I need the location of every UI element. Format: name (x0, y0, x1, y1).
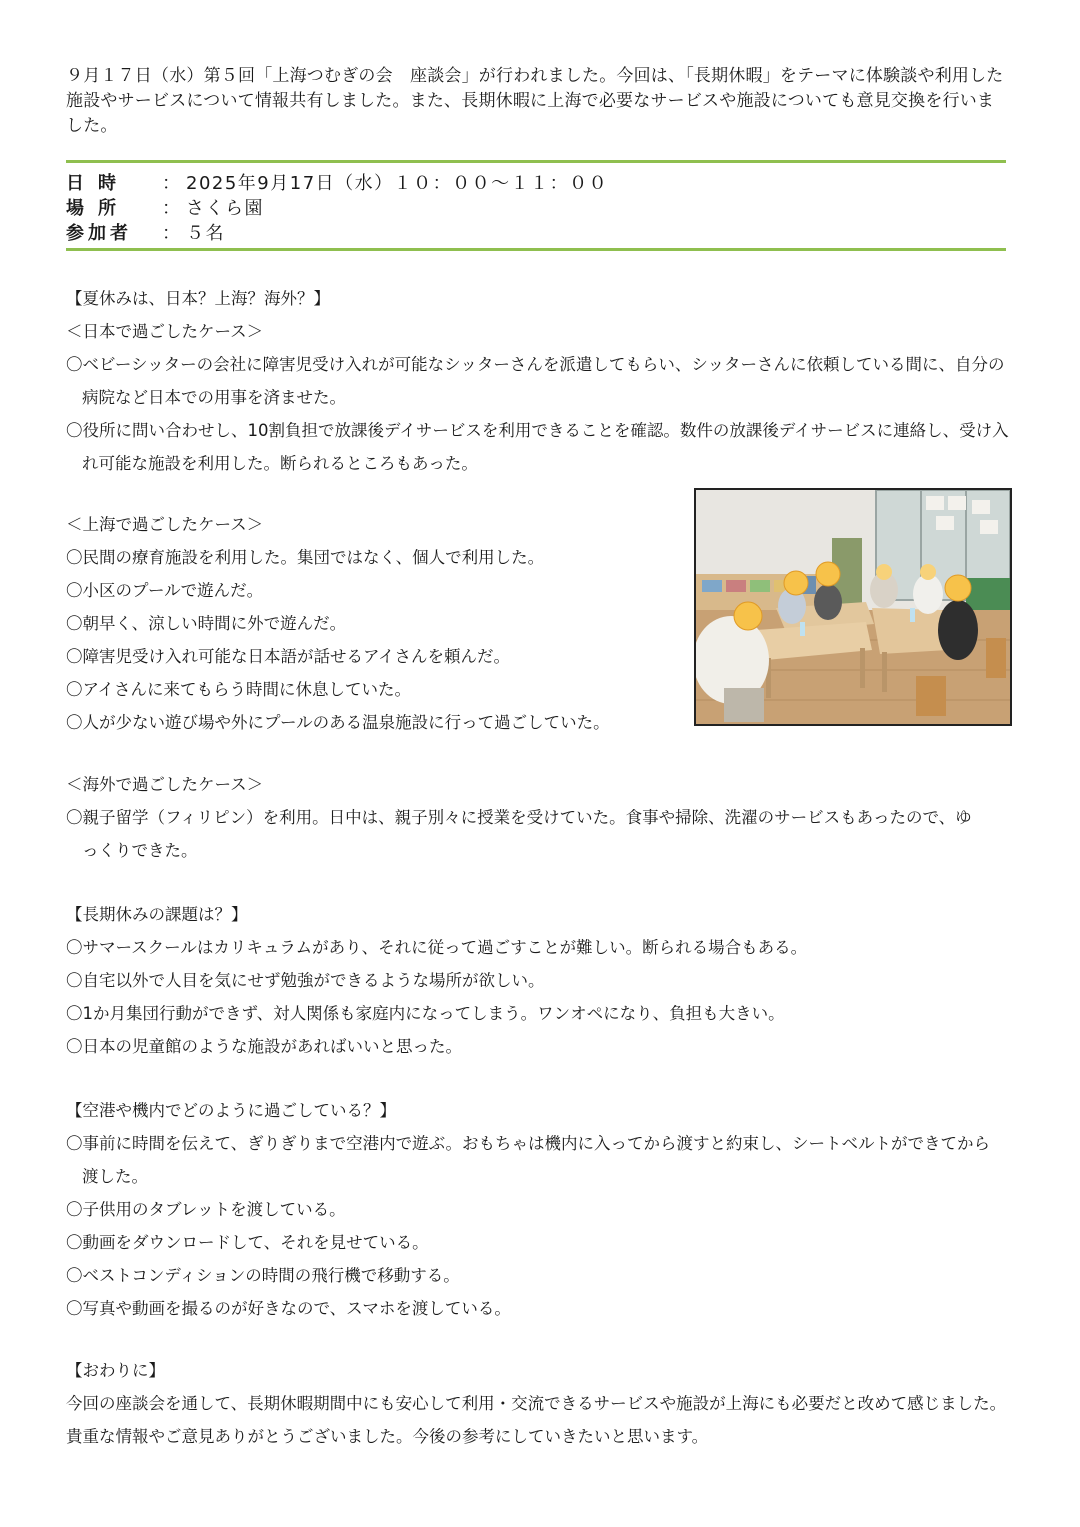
section-heading-summer: 【夏休みは、日本？上海？海外？】 (66, 289, 330, 308)
list-item: 〇日本の児童館のような施設があればいいと思った。 (66, 1037, 462, 1056)
section-heading-issues: 【長期休みの課題は？】 (66, 905, 248, 924)
list-item: 〇アイさんに来てもらう時間に休息していた。 (66, 680, 412, 699)
meta-label-place: 場所 (66, 198, 130, 219)
list-item: 〇サマースクールはカリキュラムがあり、それに従って過ごすことが難しい。断られる場合もある。 (66, 938, 808, 957)
divider-top (66, 160, 1006, 163)
list-item: 〇役所に問い合わせし、10割負担で放課後デイサービスを利用できることを確認。数件の放課後デイサービスに連絡し、受け入れ可能な施設を利用した。断られるところもあった。 (66, 421, 1009, 473)
meta-row-place (66, 196, 608, 221)
list-item: 〇民間の療育施設を利用した。集団ではなく、個人で利用した。 (66, 548, 545, 567)
section-closing (66, 1354, 1011, 1453)
list-item: 〇朝早く、涼しい時間に外で遊んだ。 (66, 614, 347, 633)
section-overseas-case (66, 768, 1011, 867)
section-shanghai-case (66, 508, 686, 739)
meta-value-datetime: 2025年9月17日（水）１０：００～１１：００ (186, 173, 609, 194)
list-item: 〇1か月集団行動ができず、対人関係も家庭内になってしまう。ワンオペになり、負担も大きい。 (66, 1004, 785, 1023)
meta-colon: ： (162, 223, 180, 244)
meta-colon: ： (162, 198, 180, 219)
intro-paragraph: ９月１７日（水）第５回「上海つむぎの会 座談会」が行われました。今回は、「長期休暇」をテーマに体験談や利用した施設やサービスについて情報共有しました。また、長期休暇に上海で必要なサービスや施設についても意見交換を行いました。 (66, 66, 1004, 136)
section-issues (66, 898, 1011, 1063)
list-item: 〇人が少ない遊び場や外にプールのある温泉施設に行って過ごしていた。 (66, 713, 610, 732)
list-item: 〇小区のプールで遊んだ。 (66, 581, 264, 600)
list-item: 〇動画をダウンロードして、それを見せている。 (66, 1233, 429, 1252)
meta-value-participants: ５名 (186, 223, 225, 244)
meta-value-place: さくら園 (186, 198, 264, 219)
list-item: 〇事前に時間を伝えて、ぎりぎりまで空港内で遊ぶ。おもちゃは機内に入ってから渡すと約束し、シートベルトができてから渡した。 (66, 1134, 990, 1186)
divider-bottom (66, 248, 1006, 251)
list-item: 〇自宅以外で人目を気にせず勉強ができるような場所が欲しい。 (66, 971, 545, 990)
event-details (66, 171, 608, 246)
list-item: 〇障害児受け入れ可能な日本語が話せるアイさんを頼んだ。 (66, 647, 511, 666)
section-heading-airport: 【空港や機内でどのように過ごしている？】 (66, 1101, 396, 1120)
section-airport (66, 1094, 1011, 1325)
case-title-shanghai: ＜上海で過ごしたケース＞ (66, 515, 264, 534)
meta-label-participants: 参加者 (66, 223, 132, 244)
meta-row-datetime (66, 171, 608, 196)
meta-colon: ： (162, 173, 180, 194)
section-heading-closing: 【おわりに】 (66, 1361, 165, 1380)
meta-label-datetime: 日時 (66, 173, 130, 194)
case-title-japan: ＜日本で過ごしたケース＞ (66, 322, 264, 341)
list-item: 〇ベビーシッターの会社に障害児受け入れが可能なシッターさんを派遣してもらい、シッターさんに依頼している間に、自分の病院など日本での用事を済ませた。 (66, 355, 1005, 407)
list-item: 〇親子留学（フィリピン）を利用。日中は、親子別々に授業を受けていた。食事や掃除、洗濯のサービスもあったので、ゆっくりできた。 (66, 808, 972, 860)
list-item: 〇写真や動画を撮るのが好きなので、スマホを渡している。 (66, 1299, 511, 1318)
list-item: 〇ベストコンディションの時間の飛行機で移動する。 (66, 1266, 460, 1285)
section-summer-japan (66, 282, 1011, 480)
closing-paragraph: 今回の座談会を通して、長期休暇期間中にも安心して利用・交流できるサービスや施設が上海にも必要だと改めて感じました。貴重な情報やご意見ありがとうございました。今後の参考にしていきたいと思います。 (66, 1394, 1007, 1446)
case-title-overseas: ＜海外で過ごしたケース＞ (66, 775, 264, 794)
list-item: 〇子供用のタブレットを渡している。 (66, 1200, 346, 1219)
meeting-photo (694, 488, 1012, 726)
meta-row-participants (66, 221, 608, 246)
